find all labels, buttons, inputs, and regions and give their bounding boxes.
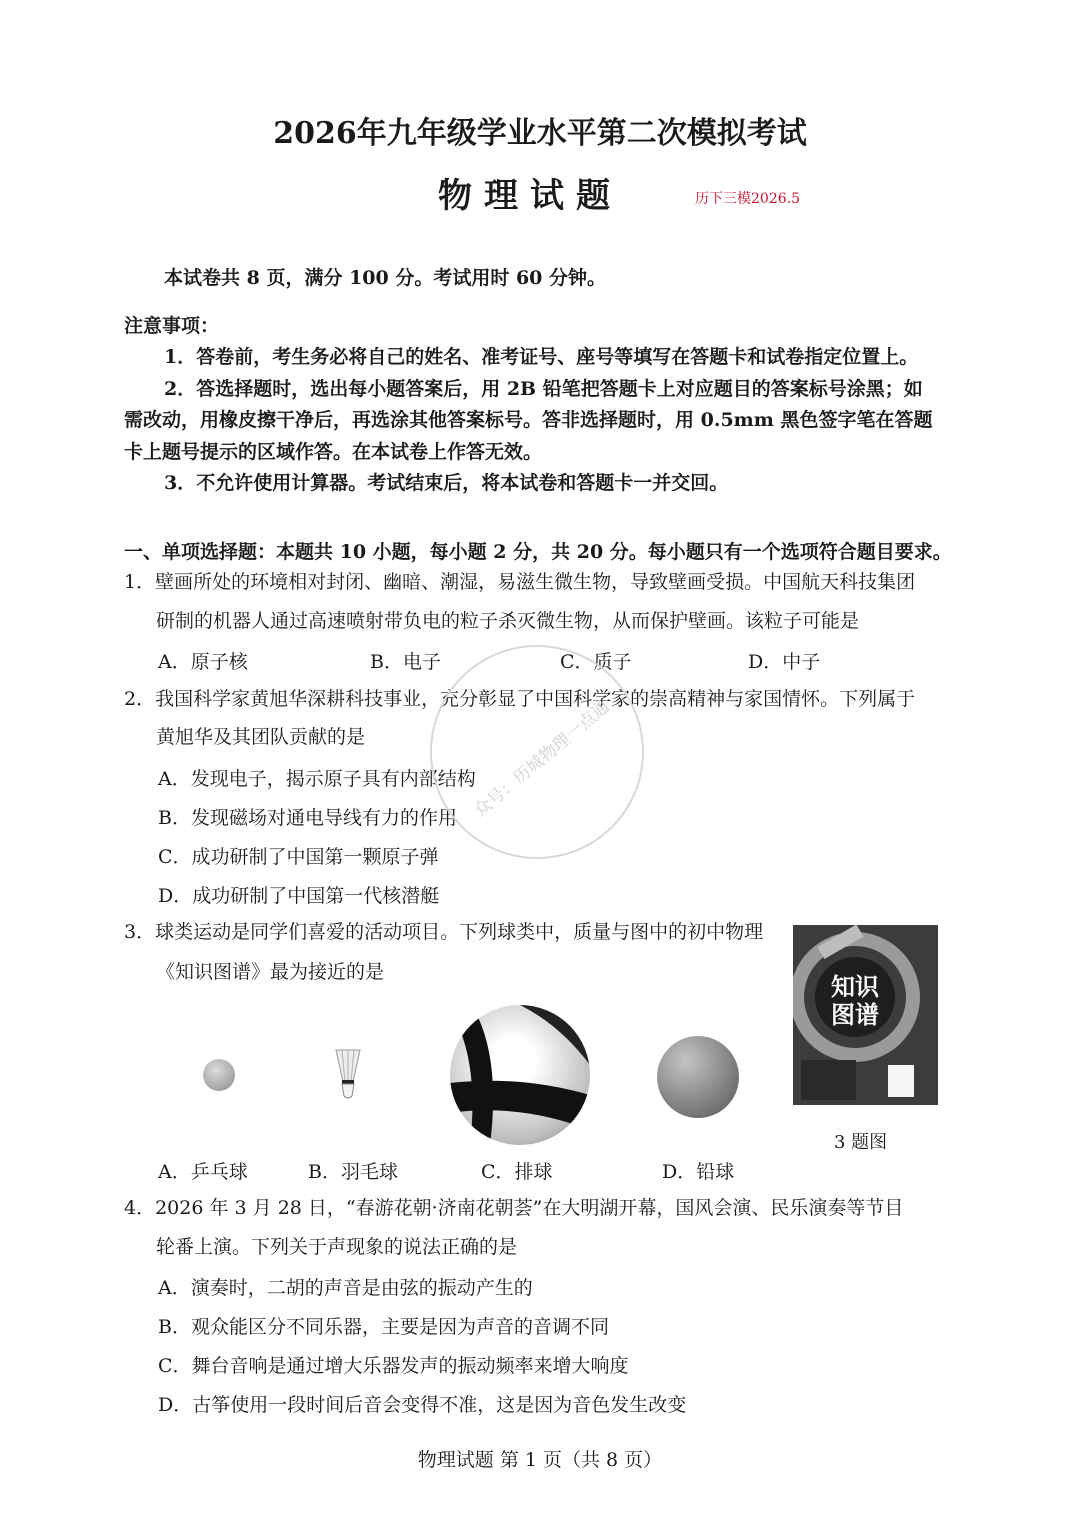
note-item-3: 3．不允许使用计算器。考试结束后，将本试卷和答题卡一并交回。	[164, 472, 729, 494]
q1-option-b: B．电子	[370, 651, 441, 673]
shuttlecock-image	[332, 1048, 364, 1100]
volleyball-image	[450, 1005, 590, 1145]
knowledge-map-book-image	[793, 925, 938, 1105]
note-item-2-line-1: 2．答选择题时，选出每小题答案后，用 2B 铅笔把答题卡上对应题目的答案标号涂黑；如	[164, 378, 923, 400]
shot-put-image	[657, 1036, 739, 1118]
watermark-text: 众号：历城物理一点通	[470, 696, 614, 822]
note-item-2-line-3: 卡上题号提示的区域作答。在本试卷上作答无效。	[124, 441, 543, 463]
q3-option-c: C．排球	[481, 1161, 553, 1183]
subject-title: 物理试题	[438, 176, 622, 216]
q4-option-a: A．演奏时，二胡的声音是由弦的振动产生的	[158, 1277, 533, 1299]
q4-option-d: D．古筝使用一段时间后音会变得不准，这是因为音色发生改变	[158, 1394, 687, 1416]
note-item-2-line-2: 需改动，用橡皮擦干净后，再选涂其他答案标号。答非选择题时，用 0.5mm 黑色签字笔在答题	[124, 409, 933, 431]
section-1-heading: 一、单项选择题：本题共 10 小题，每小题 2 分，共 20 分。每小题只有一个选项符合题目要求。	[124, 541, 952, 563]
q3-option-d: D．铅球	[662, 1161, 735, 1183]
q4-option-c: C．舞台音响是通过增大乐器发声的振动频率来增大响度	[158, 1355, 629, 1377]
q3-stem-line-1: 3．球类运动是同学们喜爱的活动项目。下列球类中，质量与图中的初中物理	[124, 921, 764, 943]
q2-stem-line-2: 黄旭华及其团队贡献的是	[156, 726, 366, 748]
q1-option-c: C．质子	[560, 651, 632, 673]
exam-stamp: 历下三模2026.5	[695, 191, 800, 207]
q1-stem-line-1: 1．壁画所处的环境相对封闭、幽暗、潮湿，易滋生微生物，导致壁画受损。中国航天科技集团	[124, 571, 916, 593]
q2-stem-line-1: 2．我国科学家黄旭华深耕科技事业，充分彰显了中国科学家的崇高精神与家国情怀。下列属于	[124, 688, 916, 710]
q3-option-a: A．乒乓球	[158, 1161, 248, 1183]
q3-stem-line-2: 《知识图谱》最为接近的是	[156, 961, 385, 983]
q4-stem-line-2: 轮番上演。下列关于声现象的说法正确的是	[156, 1236, 518, 1258]
q4-option-b: B．观众能区分不同乐器，主要是因为声音的音调不同	[158, 1316, 609, 1338]
q4-stem-line-1: 4．2026 年 3 月 28 日，“春游花朝·济南花朝荟”在大明湖开幕，国风会演、民乐演奏等节目	[124, 1197, 904, 1219]
notes-heading: 注意事项：	[124, 315, 220, 337]
book-cover-title: 知识图谱	[831, 972, 879, 1029]
q1-option-d: D．中子	[748, 651, 821, 673]
watermark-seal	[430, 645, 644, 859]
ping-pong-ball-image	[203, 1059, 235, 1091]
q3-figure-caption: 3 题图	[834, 1132, 888, 1153]
exam-intro: 本试卷共 8 页，满分 100 分。考试用时 60 分钟。	[164, 267, 607, 289]
q2-option-c: C．成功研制了中国第一颗原子弹	[158, 846, 439, 868]
q1-stem-line-2: 研制的机器人通过高速喷射带负电的粒子杀灭微生物，从而保护壁画。该粒子可能是	[156, 610, 860, 632]
q3-option-b: B．羽毛球	[308, 1161, 398, 1183]
note-item-1: 1．答卷前，考生务必将自己的姓名、准考证号、座号等填写在答题卡和试卷指定位置上。	[164, 346, 919, 368]
q2-option-b: B．发现磁场对通电导线有力的作用	[158, 807, 457, 829]
q2-option-a: A．发现电子，揭示原子具有内部结构	[158, 768, 476, 790]
page-footer: 物理试题 第 1 页（共 8 页）	[417, 1449, 663, 1471]
q1-option-a: A．原子核	[158, 651, 248, 673]
exam-title: 2026年九年级学业水平第二次模拟考试	[273, 116, 807, 151]
q2-option-d: D．成功研制了中国第一代核潜艇	[158, 885, 440, 907]
